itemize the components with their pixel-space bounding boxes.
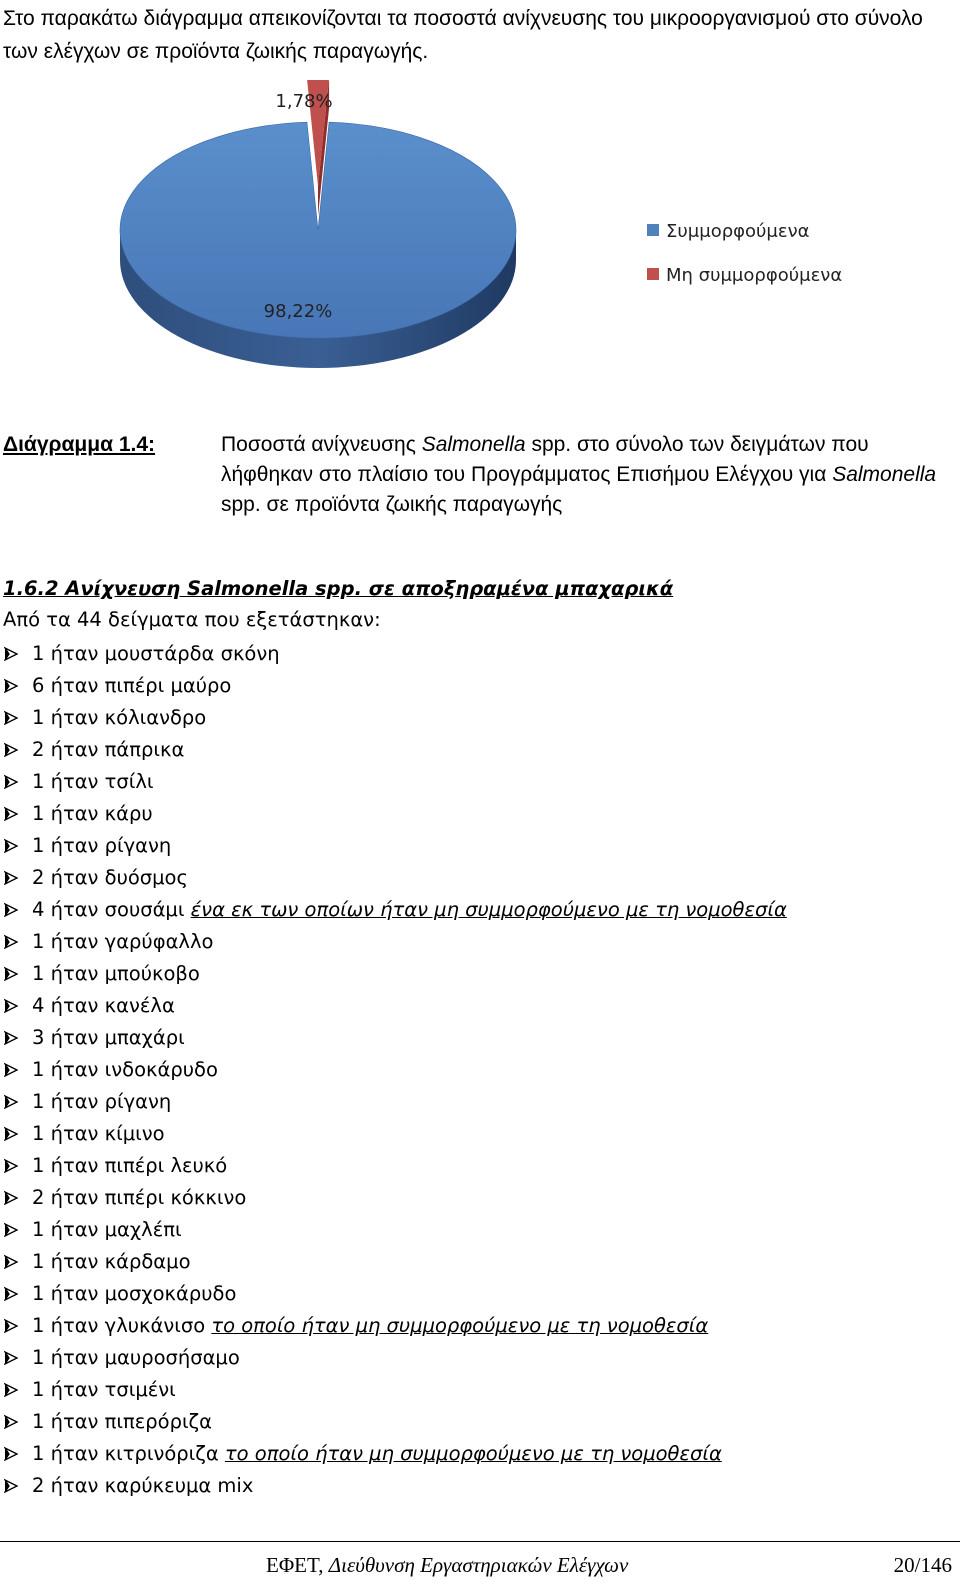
list-item-text: 1 ήταν κιτρινόριζα: [32, 1442, 225, 1465]
list-item-text: 1 ήταν μαχλέπι: [32, 1218, 182, 1241]
list-item-note: το οποίο ήταν μη συμμορφούμενο με τη νομοθεσία: [224, 1442, 722, 1465]
list-item-text: 2 ήταν δυόσμος: [32, 866, 188, 889]
page-number: 20/146: [893, 1553, 952, 1577]
list-item-text: 3 ήταν μπαχάρι: [32, 1026, 185, 1049]
list-item-text: 1 ήταν ινδοκάρυδο: [32, 1058, 218, 1081]
footer-department: Διεύθυνση Εργαστηριακών Ελέγχων: [328, 1553, 629, 1577]
arrow-bullet-icon: [4, 1255, 18, 1269]
arrow-bullet-icon: [4, 1191, 18, 1205]
list-item-text: 1 ήταν μαυροσήσαμο: [32, 1346, 240, 1369]
arrow-bullet-icon: [4, 1415, 18, 1429]
list-item-text: 1 ήταν ρίγανη: [32, 834, 172, 857]
list-item-text: 2 ήταν καρύκευμα mix: [32, 1474, 254, 1497]
footer-text: [266, 1553, 628, 1578]
caption-label: Διάγραμμα 1.4:: [3, 433, 156, 456]
legend-label-0: Συμμορφούμενα: [666, 221, 810, 242]
legend-swatch-0: [647, 224, 659, 236]
arrow-bullet-icon: [4, 1319, 18, 1333]
arrow-bullet-icon: [4, 1031, 18, 1045]
caption-part: spp. σε προϊόντα ζωικής παραγωγής: [221, 493, 563, 516]
list-item-text: 1 ήταν μοσχοκάρυδο: [32, 1282, 237, 1305]
list-item-text: 4 ήταν κανέλα: [32, 994, 175, 1017]
pie-chart: [0, 80, 960, 425]
list-item-text: 1 ήταν κάρδαμο: [32, 1250, 191, 1273]
list-item-text: 1 ήταν τσιμένι: [32, 1378, 176, 1401]
list-item-text: 1 ήταν μπούκοβο: [32, 962, 200, 985]
arrow-bullet-icon: [4, 1223, 18, 1237]
arrow-bullet-icon: [4, 647, 18, 661]
arrow-bullet-icon: [4, 775, 18, 789]
arrow-bullet-icon: [4, 1479, 18, 1493]
arrow-bullet-icon: [4, 679, 18, 693]
arrow-bullet-icon: [4, 903, 18, 917]
data-label-0: 98,22%: [263, 301, 333, 322]
arrow-bullet-icon: [4, 1159, 18, 1173]
list-item-text: 1 ήταν κόλιανδρο: [32, 706, 207, 729]
caption-part: Salmonella: [832, 463, 937, 486]
list-item-text: 1 ήταν πιπερόριζα: [32, 1410, 213, 1433]
arrow-bullet-icon: [4, 935, 18, 949]
list-item-text: 1 ήταν κάρυ: [32, 802, 153, 825]
caption-part: Salmonella: [421, 433, 526, 456]
list-item-text: 1 ήταν κίμινο: [32, 1122, 165, 1145]
page-footer: [0, 1541, 960, 1587]
section-heading: 1.6.2 Ανίχνευση Salmonella spp. σε αποξηραμένα μπαχαρικά: [3, 577, 674, 600]
arrow-bullet-icon: [4, 871, 18, 885]
arrow-bullet-icon: [4, 1063, 18, 1077]
arrow-bullet-icon: [4, 1127, 18, 1141]
caption-part: Ποσοστά ανίχνευσης: [221, 433, 422, 456]
arrow-bullet-icon: [4, 1351, 18, 1365]
list-item-text: 4 ήταν σουσάμι: [32, 898, 191, 921]
footer-org: ΕΦΕΤ,: [266, 1553, 329, 1577]
arrow-bullet-icon: [4, 1095, 18, 1109]
arrow-bullet-icon: [4, 999, 18, 1013]
arrow-bullet-icon: [4, 967, 18, 981]
list-item-text: 1 ήταν μουστάρδα σκόνη: [32, 642, 280, 665]
arrow-bullet-icon: [4, 711, 18, 725]
caption-text: [221, 430, 960, 520]
list-item-text: 1 ήταν γλυκάνισο: [32, 1314, 212, 1337]
list-item-text: 1 ήταν ρίγανη: [32, 1090, 172, 1113]
list-item-text: 6 ήταν πιπέρι μαύρο: [32, 674, 232, 697]
arrow-bullet-icon: [4, 743, 18, 757]
arrow-bullet-icon: [4, 1383, 18, 1397]
legend-label-1: Μη συμμορφούμενα: [666, 265, 843, 286]
arrow-bullet-icon: [4, 839, 18, 853]
list-item-text: 2 ήταν πιπέρι κόκκινο: [32, 1186, 247, 1209]
intro-paragraph: Στο παρακάτω διάγραμμα απεικονίζονται τα ποσοστά ανίχνευσης του μικροοργανισμού στο σύνολο των ελέγχων σε προϊόντα ζωικής παραγωγής.: [3, 7, 923, 63]
list-item-text: 1 ήταν γαρύφαλλο: [32, 930, 214, 953]
arrow-bullet-icon: [4, 1287, 18, 1301]
list-item-text: 1 ήταν τσίλι: [32, 770, 154, 793]
caption-part: spp. στο σύνολο των δειγμάτων που λήφθηκαν στο πλαίσιο του Προγράμματος Επισήμου Ελέγχου για: [221, 433, 869, 486]
list-item-text: 2 ήταν πάπρικα: [32, 738, 185, 761]
data-label-1: 1,78%: [275, 91, 333, 112]
list-item-text: 1 ήταν πιπέρι λευκό: [32, 1154, 228, 1177]
list-item-note: το οποίο ήταν μη συμμορφούμενο με τη νομοθεσία: [211, 1314, 709, 1337]
arrow-bullet-icon: [4, 807, 18, 821]
lead-text: Από τα 44 δείγματα που εξετάστηκαν:: [3, 608, 381, 631]
arrow-bullet-icon: [4, 1447, 18, 1461]
list-item-note: ένα εκ των οποίων ήταν μη συμμορφούμενο με τη νομοθεσία: [190, 898, 787, 921]
legend-swatch-1: [647, 268, 659, 280]
